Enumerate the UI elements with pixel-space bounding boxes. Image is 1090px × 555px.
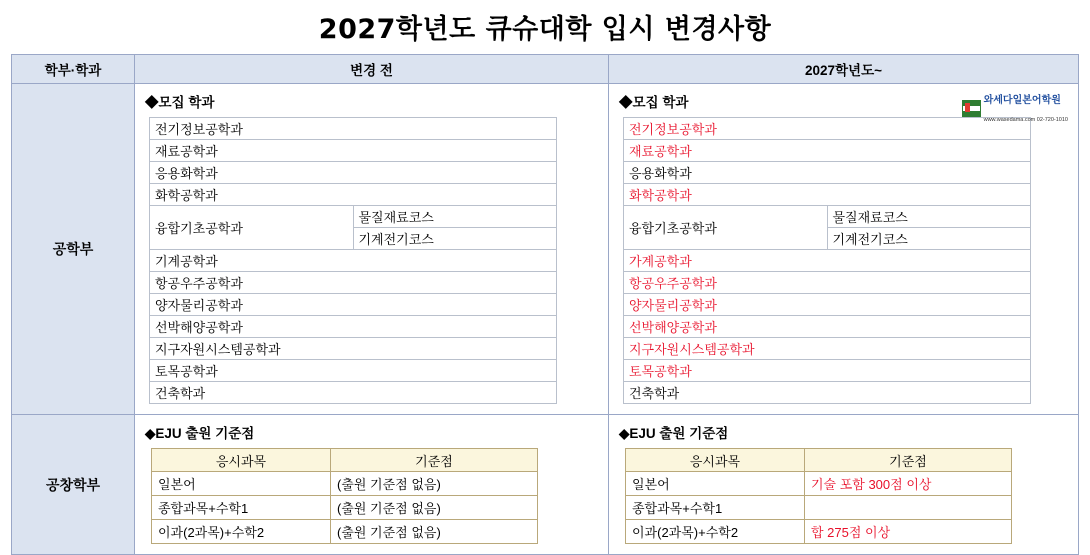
logo-mark-icon [962, 100, 981, 117]
section-title-eju-before: ◆EJU 출원 기준점 [145, 426, 255, 441]
dept-name: 건축학과 [150, 382, 557, 404]
dept-row [624, 382, 1031, 404]
dept-course: 물질재료코스 [353, 206, 557, 228]
dept-name: 선박해양공학과 [624, 316, 1031, 338]
logo-subtext: www.wasedama.com 02-720-1010 [983, 117, 1068, 123]
header-after: 2027학년도~ [609, 55, 1079, 84]
section-title-eju-after: ◆EJU 출원 기준점 [619, 426, 729, 441]
dept-name: 항공우주공학과 [624, 272, 1031, 294]
eju-subject: 일본어 [152, 472, 331, 496]
logo-name: 와세다일본어학원 [983, 95, 1061, 106]
dept-row [624, 294, 1031, 316]
dept-name: 지구자원시스템공학과 [624, 338, 1031, 360]
dept-name: 지구자원시스템공학과 [150, 338, 557, 360]
dept-name: 가계공학과 [624, 250, 1031, 272]
dept-name: 토목공학과 [150, 360, 557, 382]
eju-row [152, 520, 538, 544]
dept-name: 양자물리공학과 [150, 294, 557, 316]
dept-row [150, 250, 557, 272]
eju-header-score: 기준점 [331, 449, 538, 472]
eju-header-subject: 응시과목 [152, 449, 331, 472]
section-title-before: ◆모집 학과 [145, 95, 215, 110]
dept-row [624, 360, 1031, 382]
dept-name: 융합기초공학과 [624, 206, 828, 250]
dept-row [150, 338, 557, 360]
eju-score: (출원 기준점 없음) [331, 496, 538, 520]
cocreation-before-cell [135, 415, 609, 555]
eju-subject: 종합과목+수학1 [626, 496, 805, 520]
dept-row [150, 162, 557, 184]
eju-subject: 일본어 [626, 472, 805, 496]
eju-score [805, 496, 1012, 520]
dept-name: 전기정보공학과 [150, 118, 557, 140]
dept-row [624, 272, 1031, 294]
dept-row [150, 382, 557, 404]
dept-row [624, 250, 1031, 272]
dept-row [150, 140, 557, 162]
cocreation-after-cell [609, 415, 1079, 555]
dept-course: 기계전기코스 [827, 228, 1031, 250]
eju-row [626, 496, 1012, 520]
dept-row [624, 338, 1031, 360]
header-department: 학부·학과 [12, 55, 135, 84]
eju-score: (출원 기준점 없음) [331, 472, 538, 496]
eju-subject: 이과(2과목)+수학2 [626, 520, 805, 544]
eju-subject: 이과(2과목)+수학2 [152, 520, 331, 544]
dept-name: 화학공학과 [624, 184, 1031, 206]
dept-name: 재료공학과 [150, 140, 557, 162]
dept-name: 양자물리공학과 [624, 294, 1031, 316]
changes-table [11, 54, 1079, 555]
eju-table-after [625, 448, 1012, 544]
eju-table-before [151, 448, 538, 544]
section-title-after: ◆모집 학과 [619, 95, 689, 110]
table-row-engineering [12, 84, 1079, 415]
dept-name: 융합기초공학과 [150, 206, 354, 250]
dept-row [150, 206, 557, 228]
dept-course: 물질재료코스 [827, 206, 1031, 228]
eju-header-score: 기준점 [805, 449, 1012, 472]
eju-score: 기술 포함 300점 이상 [805, 472, 1012, 496]
eju-row [152, 496, 538, 520]
eju-row [152, 472, 538, 496]
dept-row [624, 184, 1031, 206]
eju-score: 합 275점 이상 [805, 520, 1012, 544]
header-before: 변경 전 [135, 55, 609, 84]
dept-name: 항공우주공학과 [150, 272, 557, 294]
dept-row [150, 184, 557, 206]
dept-row [150, 294, 557, 316]
dept-course: 기계전기코스 [353, 228, 557, 250]
dept-row [150, 118, 557, 140]
dept-row [624, 162, 1031, 184]
dept-list-after [623, 117, 1031, 404]
dept-row [150, 316, 557, 338]
dept-name: 전기정보공학과 [624, 118, 1031, 140]
dept-name: 선박해양공학과 [150, 316, 557, 338]
engineering-after-cell [609, 84, 1079, 415]
row-label-cocreation: 공창학부 [12, 415, 135, 555]
eju-row [626, 472, 1012, 496]
engineering-before-cell [135, 84, 609, 415]
dept-name: 토목공학과 [624, 360, 1031, 382]
row-label-engineering: 공학부 [12, 84, 135, 415]
dept-name: 응용화학과 [150, 162, 557, 184]
eju-score: (출원 기준점 없음) [331, 520, 538, 544]
eju-header-subject: 응시과목 [626, 449, 805, 472]
dept-name: 기계공학과 [150, 250, 557, 272]
dept-row [624, 316, 1031, 338]
eju-subject: 종합과목+수학1 [152, 496, 331, 520]
table-row-cocreation [12, 415, 1079, 555]
eju-header-row [626, 449, 1012, 472]
academy-logo [962, 90, 1068, 126]
dept-row [624, 140, 1031, 162]
dept-row [150, 272, 557, 294]
dept-list-before [149, 117, 557, 404]
eju-header-row [152, 449, 538, 472]
page-title: 2027학년도 큐슈대학 입시 변경사항 [318, 14, 772, 45]
dept-name: 재료공학과 [624, 140, 1031, 162]
dept-row [624, 206, 1031, 228]
table-header-row [12, 55, 1079, 84]
dept-name: 건축학과 [624, 382, 1031, 404]
dept-name: 화학공학과 [150, 184, 557, 206]
eju-row [626, 520, 1012, 544]
dept-name: 응용화학과 [624, 162, 1031, 184]
dept-row [150, 360, 557, 382]
